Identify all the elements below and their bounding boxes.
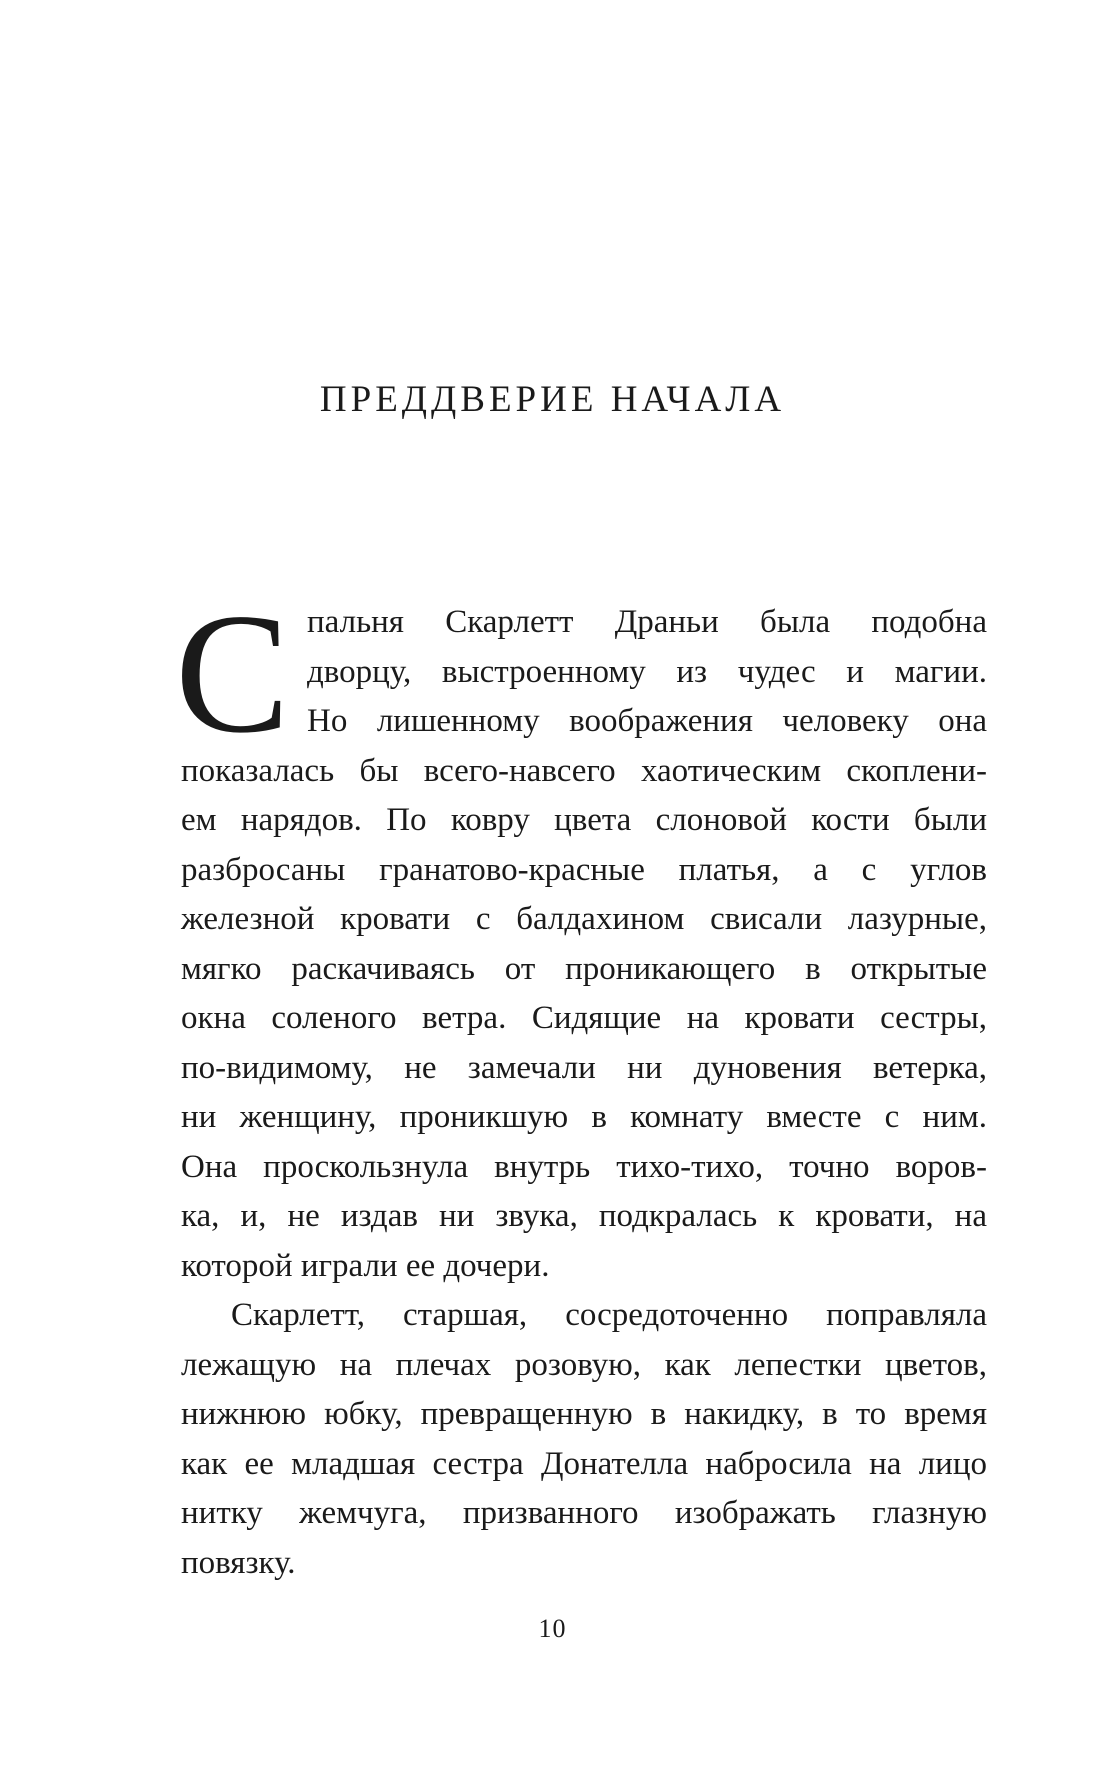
text-line: как ее младшая сестра Донателла набросила на лицо	[181, 1445, 987, 1482]
text-line: лежащую на плечах розовую, как лепестки цветов,	[181, 1346, 987, 1383]
text-line: мягко раскачиваясь от проникающего в открытые	[181, 950, 987, 987]
drop-cap: С	[175, 579, 290, 769]
text-line: Скарлетт, старшая, сосредоточенно поправляла	[231, 1297, 987, 1333]
text-line: повязку.	[181, 1544, 296, 1581]
paragraph-2	[181, 1291, 987, 1588]
body-text	[175, 579, 987, 1588]
text-line: ни женщину, проникшую в комнату вместе с ним.	[181, 1099, 987, 1135]
text-line: ем нарядов. По ковру цвета слоновой кости были	[181, 802, 987, 838]
text-line: которой играли ее дочери.	[181, 1247, 550, 1284]
text-line: дворцу, выстроенному из чудес и магии.	[307, 653, 987, 690]
chapter-title: ПРЕДДВЕРИЕ НАЧАЛА	[319, 379, 786, 420]
text-line: показалась бы всего-навсего хаотическим скоплени-	[181, 752, 987, 789]
text-line: ка, и, не издав ни звука, подкралась к кровати, на	[181, 1198, 987, 1234]
page-number: 10	[538, 1614, 567, 1643]
paragraph-1	[181, 598, 987, 1291]
text-line: Но лишенному воображения человеку она	[307, 703, 987, 739]
text-line: нижнюю юбку, превращенную в накидку, в то время	[181, 1396, 987, 1432]
text-line: окна соленого ветра. Сидящие на кровати сестры,	[181, 1000, 987, 1036]
text-line: по-видимому, не замечали ни дуновения ветерка,	[181, 1049, 987, 1086]
text-line: разбросаны гранатово-красные платья, а с углов	[181, 851, 987, 888]
text-line: нитку жемчуга, призванного изображать глазную	[181, 1495, 987, 1531]
text-line: железной кровати с балдахином свисали лазурные,	[181, 901, 987, 937]
text-line: пальня Скарлетт Драньи была подобна	[307, 604, 987, 640]
text-line: Она проскользнула внутрь тихо-тихо, точно воров-	[181, 1148, 987, 1185]
